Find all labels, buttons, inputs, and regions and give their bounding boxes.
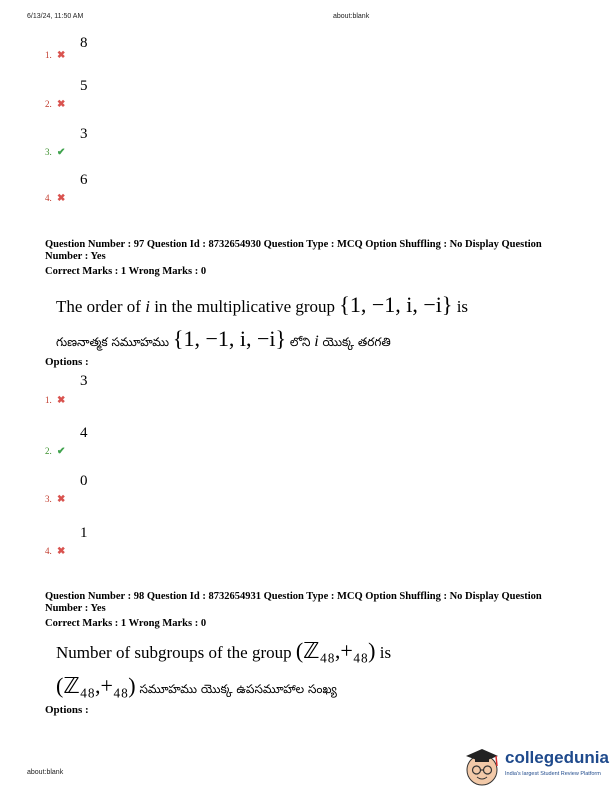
question-statement-te: గుణనాత్మక సమూహము {1, −1, i, −i} లోని i యొక్క తరగతి — [56, 326, 391, 351]
wrong-icon: ✖ — [57, 546, 66, 557]
collegedunia-logo — [462, 742, 612, 792]
option-row — [45, 444, 245, 504]
wrong-icon: ✖ — [57, 50, 66, 61]
question-statement-en: The order of i in the multiplicative group {1, −1, i, −i} is — [56, 292, 469, 317]
options-label: Options : — [45, 704, 89, 716]
check-icon: ✔ — [57, 147, 66, 158]
option-value: 8 — [80, 35, 88, 51]
question-marks: Correct Marks : 1 Wrong Marks : 0 — [45, 266, 207, 277]
print-url: about:blank — [333, 13, 370, 20]
option-number: 1. — [45, 395, 52, 405]
brand-tagline: India's largest Student Review Platform — [505, 771, 601, 777]
option-value: 0 — [80, 473, 88, 489]
option-row — [45, 496, 245, 556]
option-value: 6 — [80, 172, 88, 188]
check-icon: ✔ — [57, 446, 66, 457]
question-meta: Question Number : 97 Question Id : 8732654930 Question Type : MCQ Option Shuffling : No Display Question Number : Yes — [45, 239, 542, 262]
wrong-icon: ✖ — [57, 99, 66, 110]
options-label: Options : — [45, 356, 89, 368]
option-number: 3. — [45, 147, 52, 157]
option-value: 1 — [80, 525, 88, 541]
wrong-icon: ✖ — [57, 193, 66, 204]
option-value: 3 — [80, 126, 88, 142]
wrong-icon: ✖ — [57, 494, 66, 505]
question-meta: Question Number : 98 Question Id : 8732654931 Question Type : MCQ Option Shuffling : No Display Question Number : Yes — [45, 591, 542, 614]
option-number: 2. — [45, 446, 52, 456]
option-number: 4. — [45, 546, 52, 556]
option-number: 1. — [45, 50, 52, 60]
question-marks: Correct Marks : 1 Wrong Marks : 0 — [45, 618, 207, 629]
option-value: 4 — [80, 425, 88, 441]
option-row — [45, 143, 245, 203]
option-number: 2. — [45, 99, 52, 109]
option-value: 5 — [80, 78, 88, 94]
brand-name: collegedunia — [505, 748, 609, 767]
graduate-icon — [462, 744, 502, 788]
option-value: 3 — [80, 373, 88, 389]
question-statement-en: Number of subgroups of the group (ℤ₄₈,+₄₈) is — [56, 638, 392, 663]
wrong-icon: ✖ — [57, 395, 66, 406]
option-number: 4. — [45, 193, 52, 203]
footer-url: about:blank — [27, 769, 64, 776]
print-datetime: 6/13/24, 11:50 AM — [27, 13, 84, 20]
option-number: 3. — [45, 494, 52, 504]
question-statement-te: (ℤ₄₈,+₄₈) సమూహము యొక్క ఉపసమూహాల సంఖ్య — [56, 673, 337, 698]
